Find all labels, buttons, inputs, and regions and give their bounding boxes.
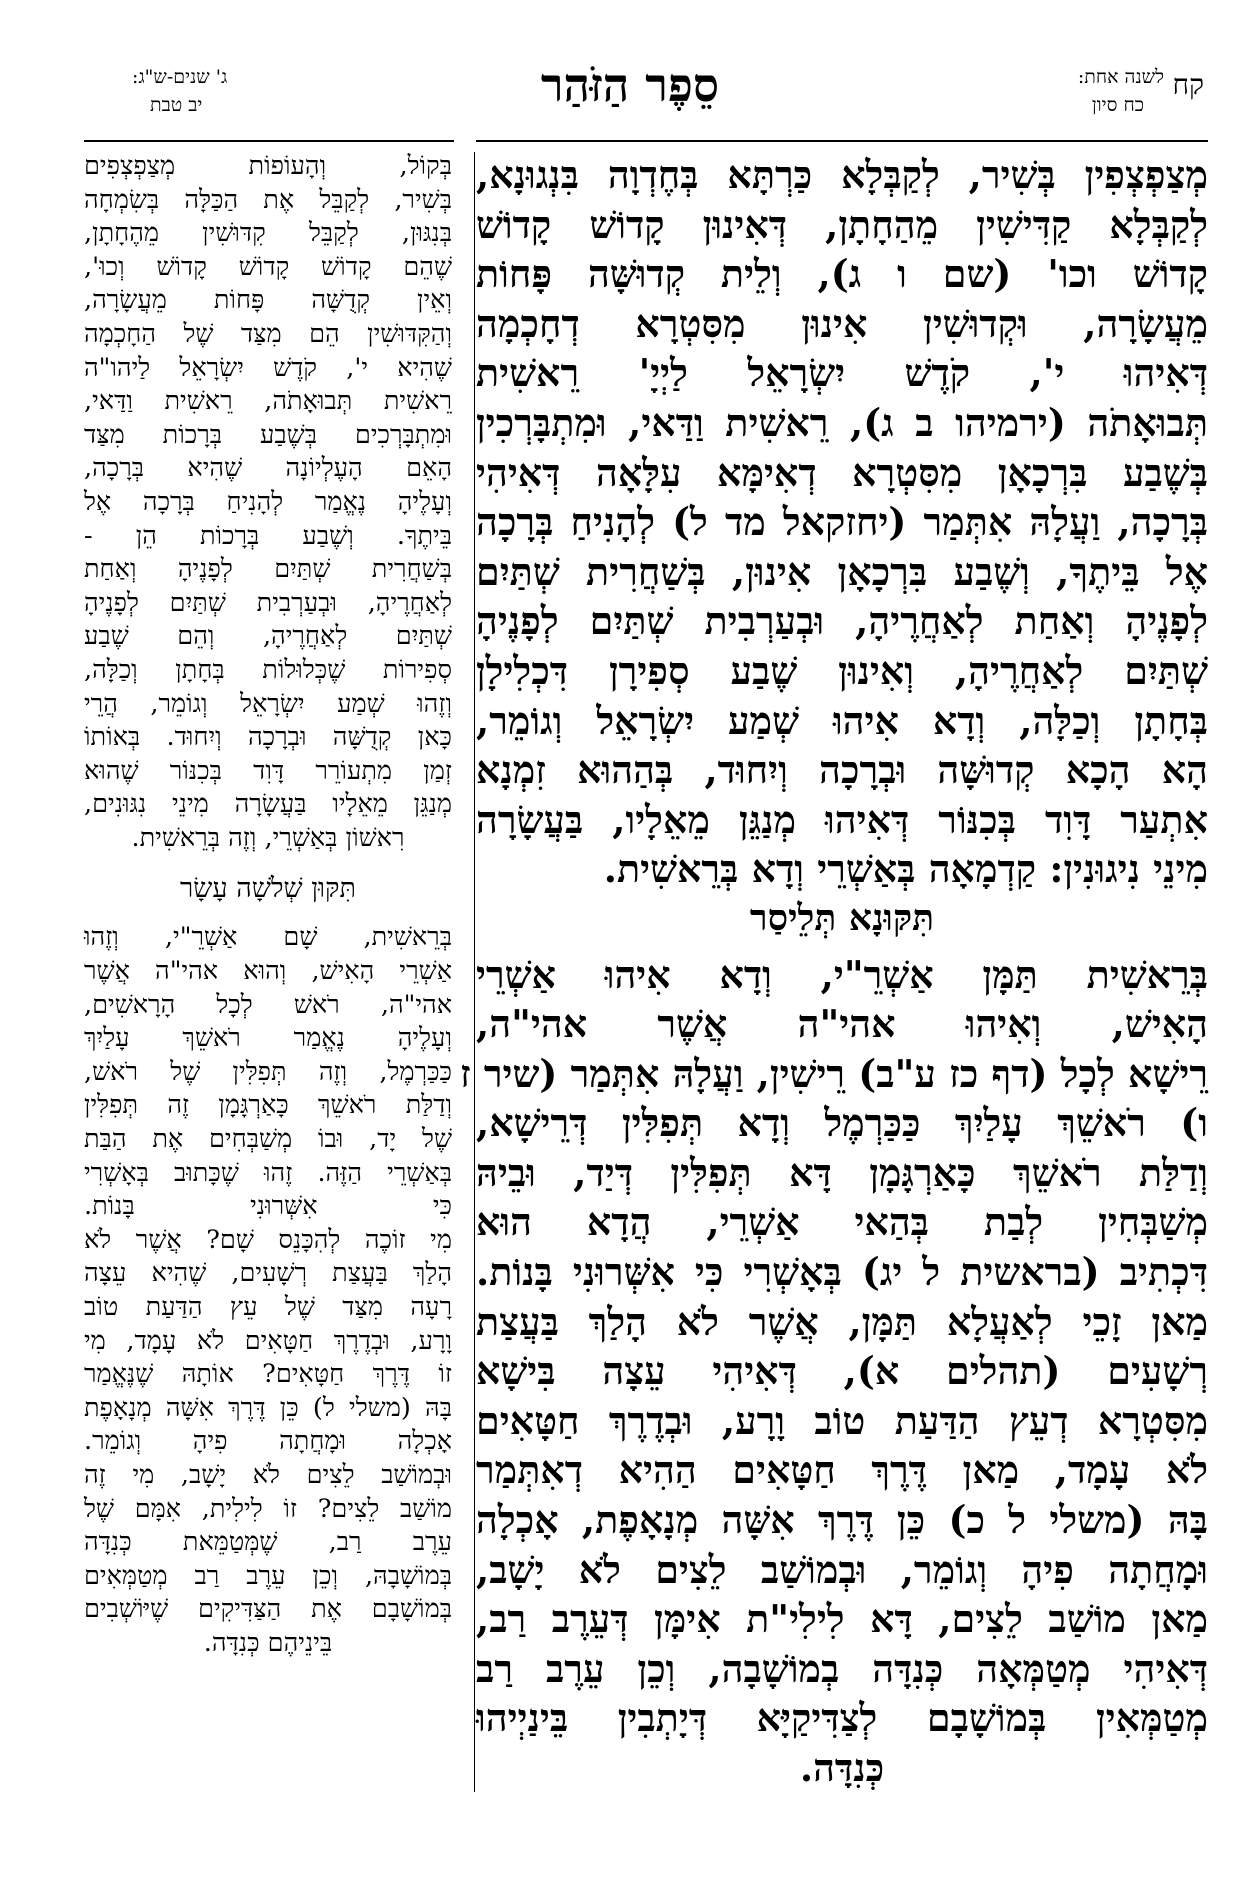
side-text-line: וְעָלֶיהָ נֶאֱמַר לְהָנִיחַ בְּרָכָה אֶל <box>84 486 452 517</box>
side-text-line: וְאֵין קְדֻשָּׁה פָּחוֹת מֵעֲשָׂרָה, <box>84 285 452 316</box>
side-text-line: וָרָע, וּבְדֶרֶךְ חַטָּאִים לֹא עָמָד, מִי <box>84 1325 452 1356</box>
side-text-line: רֵאשִׁית תְּבוּאָתֹה, רֵאשִׁית וַדַּאי, <box>84 386 452 417</box>
main-text-line: מְצַפְצְפִין בְּשִׁיר, לְקַבְּלָא כַּרְתָּא בְּחֶדְוָה בִּנְגוּנָא, <box>476 152 1208 197</box>
side-text-line: הָלַךְ בַּעֲצַת רְשָׁעִים, שֶׁהִיא עֵצָה <box>84 1258 452 1289</box>
side-text-line: הָאֵם הָעֶלְיוֹנָה שֶׁהִיא בְּרָכָה, <box>84 453 452 484</box>
main-text-line: בְּרֵאשִׁית תַּמָּן אַשְׁרֵ"י, וְדָא אִיהוּ אַשְׁרֵי <box>476 951 1208 997</box>
main-text-line: מִינֵי נִיגוּנִין: קַדְמָאָה בְּאַשְׁרֵי וְדָא בְּרֵאשִׁית. <box>603 846 1208 892</box>
main-text-line: מִסִּטְרָא דְעֵץ הַדַּעַת טוֹב וָרָע, וּבְדֶרֶךְ חַטָּאִים <box>476 1397 1208 1443</box>
side-text-line: וְדַלַּת רֹאשֵׁךְ כָּאַרְגָּמָן זֶה תְּפִלִּין <box>84 1090 452 1121</box>
side-text-line: בְּאַשְׁרֵי הַזֶּה. זֶהוּ שֶׁכָּתוּב בְּאָשְׁרִי <box>84 1157 452 1188</box>
header-right-line1: לשנה אחת: <box>1077 66 1164 88</box>
side-text-line: בְּקוֹל, וְהָעוֹפוֹת מְצַפְצְפִים <box>84 151 452 181</box>
side-text-line: בְּשַׁחֲרִית שְׁתַּיִם לְפָנֶיהָ וְאַחַת <box>84 554 452 585</box>
main-text-line: וּמָחֲתָה פִיהָ וְגוֹמֵר, וּבְמוֹשַׁב לֵצִים לֹא יָשָׁב, <box>476 1546 1208 1592</box>
side-text-line: וְזֶהוּ שְׁמַע יִשְׂרָאֵל וְגוֹמֵר, הֲרֵי <box>84 688 452 719</box>
side-text-line: שֶׁהֵם קָדוֹשׁ קָדוֹשׁ קָדוֹשׁ וְכוּ', <box>84 251 452 282</box>
side-text-line: כָּאן קְדֻשָּׁה וּבְרָכָה וְיִחוּד. בְּאוֹתוֹ <box>84 722 452 753</box>
main-text-line: מֵעֲשָׂרָה, וּקְדוּשִׁין אִינוּן מִסִּטְרָא דְחָכְמָה <box>476 300 1208 346</box>
header-right-line2: כח סיון <box>1091 94 1144 116</box>
side-text-line: וּבְמוֹשַׁב לֵצִים לֹא יָשָׁב, מִי זֶה <box>84 1459 452 1490</box>
main-text-line: וְדַלַּת רֹאשֵׁךְ כָּאַרְגָּמָן דָּא תְּפִלִּין דְּיַד, וּבֵיהּ <box>476 1149 1208 1195</box>
main-text-line: בְּרָכָה, וַעֲלָהּ אִתְּמַר (יחזקאל מד ל) לְהָנִיחַ בְּרָכָה <box>476 499 1208 545</box>
side-text-line: כַּכַּרְמֶל, וְזֶה תְּפִלִּין שֶׁל רֹאשׁ, <box>84 1056 452 1087</box>
side-text-line: זוֹ דֶּרֶךְ חַטָּאִים? אוֹתָהּ שֶׁנֶּאֱמַר <box>84 1359 452 1390</box>
side-text-line: מִי זוֹכֶה לְהִכָּנֵס שָׁם? אֲשֶׁר לֹא <box>84 1224 452 1255</box>
side-text-line: שֶׁהִיא י', קֹדֶשׁ יִשְׂרָאֵל לַיהו"ה <box>84 352 452 383</box>
side-text-line: רִאשׁוֹן בְּאַשְׁרֵי, וְזֶה בְּרֵאשִׁית. <box>131 822 405 853</box>
side-text-line: זְמַן מִתְעוֹרֵר דָּוִד בְּכִנּוֹר שֶׁהוּא <box>84 755 452 786</box>
header-rule-side <box>84 140 454 142</box>
side-text-line: בְּמוֹשָׁבָם אֶת הַצַּדִּיקִים שֶׁיּוֹשְׁבִים <box>84 1594 452 1625</box>
side-text-block-2 <box>84 921 452 1660</box>
main-text-line: מַאן זָכֵי לְאַעֲלָא תַּמָּן, אֲשֶׁר לֹא הָלַךְ בַּעֲצַת <box>476 1298 1208 1344</box>
main-column <box>460 150 1208 1793</box>
main-text-line: לֹא עָמָד, מַאן דֶּרֶךְ חַטָּאִים הַהִיא דְאִתְּמַר <box>476 1447 1208 1493</box>
column-divider <box>474 152 475 1792</box>
side-text-line: אַשְׁרֵי הָאִישׁ, וְהוּא אהי"ה אֲשֶׁר <box>84 956 452 987</box>
side-text-line: מוֹשַׁב לֵצִים? זוֹ לִילִית, אִמָּם שֶׁל <box>84 1493 452 1524</box>
header-left-line1: ג' שנים-ש"ג: <box>132 66 228 88</box>
page-title: סֵפֶר הַזֹּהַר <box>540 58 720 112</box>
side-text-line: רָעָה מִצַּד שֶׁל עֵץ הַדַּעַת טוֹב <box>84 1292 452 1322</box>
side-column <box>84 150 452 1661</box>
main-text-block-2 <box>460 950 1208 1793</box>
main-text-line: מְשַׁבְּחִין לְבַת בְּהַאי אַשְׁרֵי, הֲדָא הוּא <box>476 1199 1208 1245</box>
main-text-line: שְׁתַּיִם לְאַחֲרֶיהָ, וְאִינוּן שֶׁבַע סְפִירָן דִּכְלִילָן <box>476 647 1208 693</box>
main-text-line: אֶל בֵּיתֶךָ, וְשֶׁבַע בִּרְכָאָן אִינוּן, בְּשַׁחֲרִית שְׁתַּיִם <box>476 548 1208 594</box>
header-left-line2: יב טבת <box>150 94 203 116</box>
main-text-line: לְפָנֶיהָ וְאַחַת לְאַחֲרֶיהָ, וּבְעַרְבִית שְׁתַּיִם לְפָנֶיהָ <box>476 598 1208 644</box>
side-text-line: שֶׁל יָד, וּבוֹ מְשַׁבְּחִים אֶת הַבַּת <box>84 1124 452 1155</box>
page-header <box>0 58 1260 144</box>
main-text-line: דְּאִיהוּ י', קֹדֶשׁ יִשְׂרָאֵל לַיְיָ' רֵאשִׁית <box>476 350 1208 396</box>
main-text-line: בְּשֶׁבַע בִּרְכָאָן מִסִּטְרָא דְאִימָּא עִלָּאָה דְּאִיהִי <box>476 449 1208 495</box>
side-text-line: בְּרֵאשִׁית, שָׁם אַשְׁרֵ"י, וְזֶהוּ <box>84 922 452 953</box>
side-text-line: לְאַחֲרֶיהָ, וּבְעַרְבִית שְׁתַּיִם לְפָנֶיהָ <box>84 587 452 618</box>
header-rule-main <box>476 140 1208 142</box>
side-text-line: אהי"ה, רֹאשׁ לְכָל הָרָאשִׁים, <box>84 989 452 1020</box>
page-letter: קח <box>1172 68 1204 101</box>
side-text-line: מְנַגֵּן מֵאֵלָיו בַּעֲשָׂרָה מִינֵי נִגּוּנִים, <box>84 789 452 820</box>
main-text-line: קָדוֹשׁ וכו' (שם ו ג), וְלֵית קְדוּשָּׁה פָּחוֹת <box>476 251 1208 297</box>
main-text-line: הָא הָכָא קְדוּשָּׁה וּבְרָכָה וְיִחוּד, בְּהַהוּא זִמְנָא <box>476 747 1208 793</box>
main-text-line: דִּכְתִיב (בראשית ל יג) בְּאָשְׁרִי כִּי אִשְּׁרוּנִי בָּנוֹת. <box>476 1249 1208 1295</box>
header-rule <box>0 140 1260 141</box>
side-text-line: עֵרֶב רַב, שֶׁמְּטַמֵּאת כְּנִדָּה <box>84 1527 452 1558</box>
side-text-line: סְפִירוֹת שֶׁכְּלוּלוֹת בְּחָתָן וְכַלָּה, <box>84 654 452 685</box>
main-text-line: לְקַבְּלָא קַדִּישִׁין מֵהַחָתָן, דְּאִינוּן קָדוֹשׁ קָדוֹשׁ <box>476 201 1208 247</box>
side-text-line: בְּנִגּוּן, לְקַבֵּל קִדּוּשִׁין מֵהֶחָתָן, <box>84 218 452 249</box>
main-text-line: תְּבוּאָתֹה (ירמיהו ב ג), רֵאשִׁית וַדַּאי, וּמִתְבָּרְכִין <box>476 399 1208 445</box>
side-text-line: וְהַקִּדּוּשִׁין הֵם מִצַּד שֶׁל הַחָכְמָה <box>84 318 452 349</box>
main-text-line: הָאִישׁ, וְאִיהוּ אהי"ה אֲשֶׁר אהי"ה, <box>476 1001 1208 1047</box>
main-text-line: כְּנִדָּה. <box>799 1745 885 1790</box>
main-text-line: מְטַמְּאִין בְּמוֹשָׁבָם לְצַדִּיקַיָּא דְּיָתְבִין בֵּינַיְיהוּ <box>476 1695 1208 1741</box>
main-section-heading: תִּקּוּנָא תְּלֵיסַר <box>749 896 935 939</box>
side-text-line: בֵּיתֶךָ. וְשֶׁבַע בְּרָכוֹת הֵן - <box>84 520 452 551</box>
side-text-line: אָכְלָה וּמָחֲתָה פִיהָ וְגוֹמֵר. <box>84 1426 452 1457</box>
side-text-line: בְּשִׁיר, לְקַבֵּל אֶת הַכַּלָּה בְּשִׂמְחָה <box>84 184 452 215</box>
side-text-line: בְּמוֹשָׁבָהּ, וְכֵן עֵרֶב רַב מְטַמְּאִים <box>84 1560 452 1591</box>
main-text-line: אִתְעַר דָּוִד בְּכִנּוֹר דְּאִיהוּ מְנַגֵּן מֵאֵלָיו, בַּעֲשָׂרָה <box>476 796 1208 842</box>
side-text-line: וּמִתְבָּרְכִים בְּשֶׁבַע בְּרָכוֹת מִצַּד <box>84 419 452 450</box>
main-text-block <box>476 150 1208 894</box>
side-text-block <box>84 150 452 855</box>
main-text-line: בָּהּ (משלי ל כ) כֵּן דֶּרֶךְ אִשָּׁה מְנָאָפֶת, אָכְלָה <box>476 1497 1208 1543</box>
side-section-heading: תִּקּוּן שְׁלֹשָׁה עָשָׂר <box>180 873 356 905</box>
main-text-line: רְשָׁעִים (תהלים א), דְּאִיהִי עֵצָה בִּישָׁא <box>476 1348 1208 1394</box>
main-text-line: מַאן מוֹשַׁב לֵצִים, דָּא לִילִי"ת אִימָּן דְּעֵרֶב רַב, <box>476 1596 1208 1642</box>
side-text-line: כִּי אִשְּׁרוּנִי בָּנוֹת. <box>84 1191 452 1222</box>
side-text-line: וְעָלֶיהָ נֶאֱמַר רֹאשֵׁךְ עָלַיִךְ <box>84 1023 452 1054</box>
side-text-line: בֵּינֵיהֶם כְּנִדָּה. <box>203 1627 333 1658</box>
main-text-line: בְּחָתָן וְכַלָּה, וְדָא אִיהוּ שְׁמַע יִשְׂרָאֵל וְגוֹמֵר, <box>476 697 1208 743</box>
side-text-line: בָּהּ (משלי ל) כֵּן דֶּרֶךְ אִשָּׁה מְנָאָפֶת <box>84 1392 452 1423</box>
main-text-line: ו) רֹאשֵׁךְ עָלַיִךְ כַּכַּרְמֶל וְדָא תְּפִלִּין דְּרֵישָׁא, <box>476 1100 1208 1146</box>
side-text-line: שְׁתַּיִם לְאַחֲרֶיהָ, וְהֵם שֶׁבַע <box>84 621 452 652</box>
main-text-line: דְּאִיהִי מְטַמְּאָה כְּנִדָּה בְמוֹשָׁבָה, וְכֵן עֵרֶב רַב <box>476 1645 1208 1691</box>
main-text-line: רֵישָׁא לְכָל (דף כז ע"ב) רֵישִׁין, וַעֲלָהּ אִתְּמַר (שיר ז <box>460 1050 1208 1096</box>
